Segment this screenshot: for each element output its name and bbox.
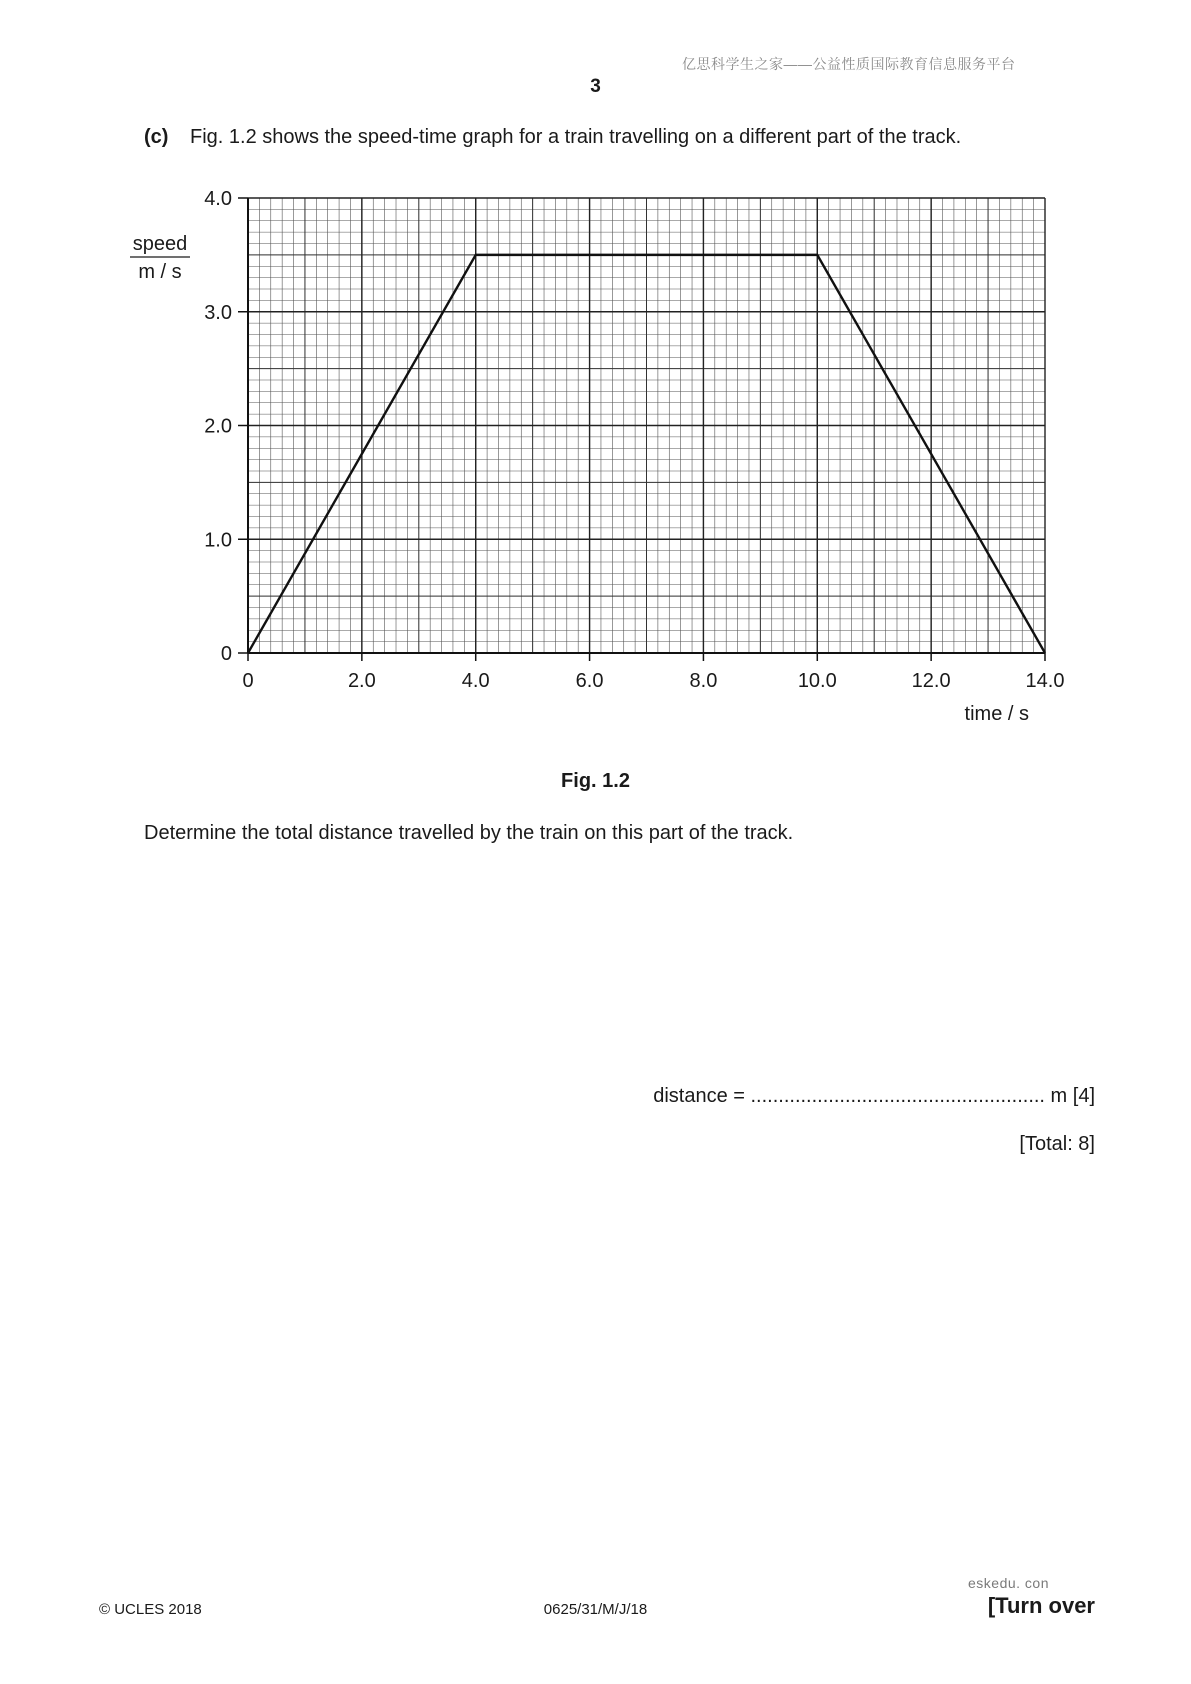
footer-paper-code: 0625/31/M/J/18: [543, 1601, 648, 1618]
x-tick-label: 8.0: [689, 670, 718, 692]
x-axis-label: time / s: [964, 703, 1029, 725]
x-tick-label: 0: [242, 670, 254, 692]
header-watermark: 亿思科学生之家——公益性质国际教育信息服务平台: [682, 56, 1016, 72]
x-tick-label: 10.0: [797, 670, 837, 692]
question-text: Fig. 1.2 shows the speed-time graph for a train travelling on a different part of the track.: [190, 126, 962, 148]
y-tick-label: 0: [220, 643, 232, 665]
x-tick-label: 4.0: [461, 670, 490, 692]
x-tick-label: 2.0: [347, 670, 376, 692]
figure-caption: Fig. 1.2: [561, 770, 630, 792]
ticks: [204, 188, 1064, 692]
distance-answer-line: distance = ..................................................... m [4]: [653, 1085, 1095, 1107]
question-part-label: (c): [144, 126, 169, 148]
instruction-text: Determine the total distance travelled by the train on this part of the track.: [144, 822, 794, 844]
page-number: 3: [590, 76, 601, 97]
y-tick-label: 3.0: [204, 301, 232, 324]
x-tick-label: 6.0: [575, 670, 604, 692]
y-tick-label: 1.0: [204, 529, 232, 552]
y-axis-label-numerator: speed: [132, 233, 188, 255]
x-tick-label: 14.0: [1025, 670, 1065, 692]
y-axis-label-denominator: m / s: [138, 261, 182, 283]
footer-copyright: © UCLES 2018: [99, 1601, 202, 1618]
y-tick-label: 4.0: [204, 188, 232, 210]
footer-watermark: eskedu. con: [968, 1575, 1049, 1591]
speed-time-chart: [0, 0, 1191, 760]
x-tick-label: 12.0: [911, 670, 951, 692]
total-marks: [Total: 8]: [1019, 1133, 1095, 1155]
turn-over-label: [Turn over: [987, 1593, 1095, 1618]
y-tick-label: 2.0: [204, 415, 232, 438]
